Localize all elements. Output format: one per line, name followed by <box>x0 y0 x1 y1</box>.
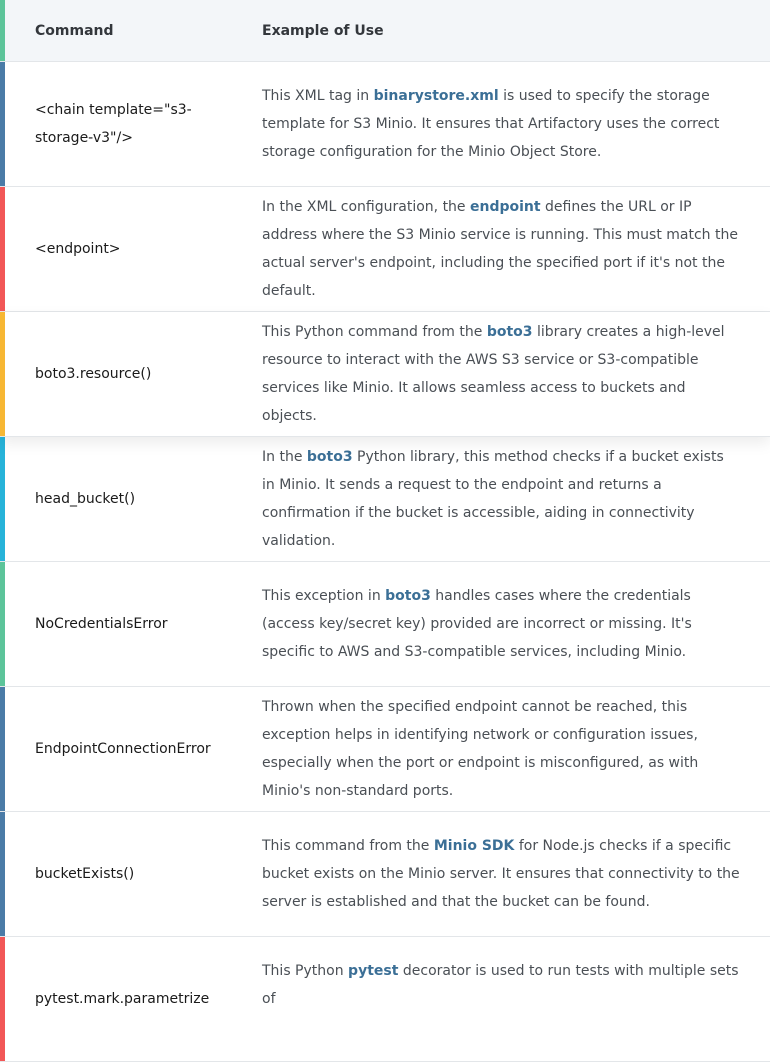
command-text: EndpointConnectionError <box>35 741 211 757</box>
example-cell <box>228 562 770 686</box>
command-cell <box>0 187 228 311</box>
command-text: boto3.resource() <box>35 366 152 382</box>
example-cell <box>228 437 770 561</box>
command-text: head_bucket() <box>35 491 136 507</box>
command-text: bucketExists() <box>35 866 135 882</box>
table-row <box>0 812 770 937</box>
table-row <box>0 62 770 187</box>
example-text-cont: for Node.js checks if a specific bucket exists on the Minio server. It ensures that connectivity to the server is established and that the bucket can be found. <box>262 838 740 910</box>
header-example-of-use: Example of Use <box>262 22 384 39</box>
row-accent-bar <box>0 62 5 186</box>
example-text: This Python <box>262 963 349 979</box>
command-cell <box>0 562 228 686</box>
example-cell <box>228 937 770 1061</box>
command-cell <box>0 437 228 561</box>
example-cell <box>228 687 770 811</box>
highlighted-term: boto3 <box>486 324 533 340</box>
example-text: Thrown when the specified endpoint cannot be reached, this exception helps in identifying network or configuration issues, especially when the port or endpoint is misconfigured, as with Minio's non-standard ports. <box>262 699 699 799</box>
command-text: NoCredentialsError <box>35 616 168 632</box>
table-row <box>0 437 770 562</box>
example-text-cont: is used to specify the storage template for S3 Minio. It ensures that Artifactory uses the correct storage configuration for the Minio Object Store. <box>262 88 720 160</box>
highlighted-term: endpoint <box>470 199 541 215</box>
example-cell <box>228 312 770 436</box>
row-accent-bar <box>0 312 5 436</box>
example-text: This Python command from the <box>262 324 487 340</box>
example-text: This command from the <box>262 838 434 854</box>
command-text: <chain template="s3-storage-v3"/> <box>35 102 192 146</box>
row-accent-bar <box>0 0 5 61</box>
example-text: In the XML configuration, the <box>262 199 470 215</box>
row-accent-bar <box>0 687 5 811</box>
example-text-cont: decorator is used to run tests with multiple sets of <box>262 963 739 1007</box>
example-cell <box>228 62 770 186</box>
example-text-cont: handles cases where the credentials (access key/secret key) provided are incorrect or missing. It's specific to AWS and S3-compatible services, including Minio. <box>262 588 692 660</box>
table-row <box>0 312 770 437</box>
row-accent-bar <box>0 562 5 686</box>
command-text: pytest.mark.parametrize <box>35 991 210 1007</box>
highlighted-term: binarystore.xml <box>373 88 499 104</box>
row-accent-bar <box>0 187 5 311</box>
command-cell <box>0 937 228 1061</box>
highlighted-term: Minio SDK <box>433 838 515 854</box>
example-text-cont: defines the URL or IP address where the S3 Minio service is running. This must match the actual server's endpoint, including the specified port if it's not the default. <box>262 199 738 299</box>
example-text: In the <box>262 449 307 465</box>
command-cell <box>0 312 228 436</box>
row-accent-bar <box>0 437 5 561</box>
table-row <box>0 937 770 1062</box>
command-cell <box>0 812 228 936</box>
row-accent-bar <box>0 937 5 1061</box>
command-text: <endpoint> <box>35 241 121 257</box>
table-header-row <box>0 0 770 62</box>
example-cell <box>228 187 770 311</box>
example-cell <box>228 812 770 936</box>
command-cell <box>0 62 228 186</box>
example-text: This XML tag in <box>262 88 374 104</box>
table-row <box>0 687 770 812</box>
table-row <box>0 562 770 687</box>
highlighted-term: pytest <box>348 963 399 979</box>
highlighted-term: boto3 <box>385 588 431 604</box>
example-text: This exception in <box>262 588 386 604</box>
example-text-cont: Python library, this method checks if a bucket exists in Minio. It sends a request to the endpoint and returns a confirmation if the bucket is accessible, aiding in connectivity validation. <box>262 449 724 549</box>
highlighted-term: boto3 <box>306 449 353 465</box>
table-row <box>0 187 770 312</box>
command-cell <box>0 687 228 811</box>
example-text-cont: library creates a high-level resource to interact with the AWS S3 service or S3-compatible services like Minio. It allows seamless access to buckets and objects. <box>262 324 725 424</box>
row-accent-bar <box>0 812 5 936</box>
header-command: Command <box>35 22 114 39</box>
